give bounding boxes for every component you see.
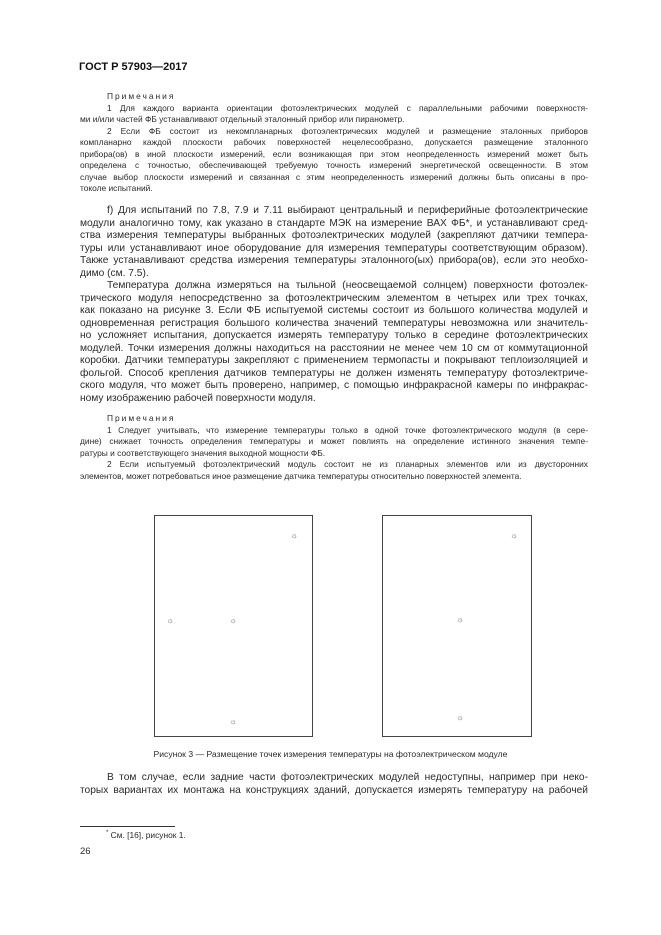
footnote-divider [80,826,175,827]
notes-block-2 [80,413,588,482]
body-text-1 [80,205,588,405]
text-line: ского модуля, что может быть проверено, например, с помощью инфракрасной камеры по инфракрас- [80,380,588,391]
text-line: Температура должна измеряться на тыльной (неосвещаемой солнцем) поверхности фотоэлек- [107,280,588,291]
text-line: 2 Если испытуемый фотоэлектрический модуль состоит не из планарных элементов или из двусторонних [107,459,588,469]
notes-title: Примечания [107,91,176,101]
body-text-2 [80,772,588,797]
text-line: ми и/или частей ФБ устанавливают отдельный эталонный прибор или пиранометр. [80,114,405,124]
module-diagram-left [154,515,313,737]
page-number: 26 [80,846,91,857]
text-line: случае выбор плоскости измерений и связанная с этим неопределенность измерений должны быть описаны в про- [80,171,588,182]
text-line: торых вариантах их монтажа на конструкциях зданий, допускается измерять температуру на рабочей [80,784,588,796]
text-line: определена с точностью, обеспечивающей требуемую точность измерений энергетической освещенности. В этом [80,160,588,170]
text-line: f) Для испытаний по 7.8, 7.9 и 7.11 выбирают центральный и периферийные фотоэлектрические [107,205,588,216]
figure-caption: Рисунок 3 — Размещение точек измерения температуры на фотоэлектрическом модуле [153,749,508,759]
text-line: ратуры и соответствующего значения выходной мощности ФБ. [80,447,326,458]
sun-icon: ☼ [229,615,237,625]
text-line: Также устанавливают средства измерения температуры эталонного(ых) прибора(ов), если это необхо- [80,255,588,266]
text-line: ному изображению рабочей поверхности модуля. [80,392,316,404]
footnote-text: См. [16], рисунок 1. [110,830,186,840]
text-line: модули аналогично тому, как указано в стандарте МЭК на измерение ВАХ ФБ*, и устанавливают сред- [80,217,588,229]
text-line: модулей. Точки измерения должны находиться на расстоянии не менее чем 10 см от коммутационной [80,342,588,354]
text-line: В том случае, если задние части фотоэлектрических модулей недоступны, например при неко- [107,772,588,783]
notes-block-1 [80,91,588,195]
footnote-mark: * [106,830,109,837]
text-line: одновременная регистрация большого количества значений температуры невозможна или значитель- [80,317,588,329]
module-diagram-right [382,515,532,737]
text-line: 1 Для каждого варианта ориентации фотоэлектрических модулей с параллельными рабочими поверхностя- [107,102,588,113]
text-line: туры или устанавливают иное оборудование для измерения температуры соответствующим образом). [80,242,588,254]
text-line: димо (см. 7.5). [80,267,149,279]
text-line: но усложняет испытания, допускается измерять температуру только в середине фотоэлектрических [80,330,588,341]
sun-icon: ☼ [166,615,174,625]
text-line: токоле испытаний. [80,183,153,193]
text-line: как показано на рисунке 3. Если ФБ испытуемой системы состоит из большого количества модулей и [80,305,588,316]
footnote [106,830,186,840]
sun-icon: ☼ [290,530,298,540]
text-line: 2 Если ФБ состоит из некомпланарных фотоэлектрических модулей и размещение эталонных приборов [107,125,588,136]
sun-icon: ☼ [510,530,518,540]
text-line: элементов, может потребоваться иное размещение датчика температуры относительно поверхностей элемента. [80,470,522,481]
text-line: 1 Следует учитывать, что измерение температуры только в одной точке фотоэлектрического модуля (в сере- [107,424,588,435]
text-line: прибора(ов) в иной плоскости измерений, если возникающая при этом неопределенность измерений может быть [80,148,588,159]
sun-icon: ☼ [229,716,237,726]
text-line: ства измерения температуры выбранных фотоэлектрических модулей (закрепляют датчики темпера- [80,230,588,241]
text-line: фольгой. Способ крепления датчиков температуры не должен изменять температуру фотоэлектриче- [80,367,588,379]
sun-icon: ☼ [456,614,464,624]
sun-icon: ☼ [456,712,464,722]
document-header: ГОСТ Р 57903—2017 [79,61,188,73]
text-line: компланарно каждой плоскости рабочих поверхностей нецелесообразно, допускается размещение эталонного [80,137,588,147]
text-line: дине) снижает точность определения температуры и может повлиять на определение истинного значения темпе- [80,436,588,446]
text-line: трического модуля непосредственно за фотоэлектрическим элементом в четырех или трех точках, [80,292,588,304]
text-line: коробки. Датчики температуры закрепляют с применением термопасты и покрывают теплоизоляцией и [80,355,588,366]
notes-title: Примечания [107,413,176,423]
